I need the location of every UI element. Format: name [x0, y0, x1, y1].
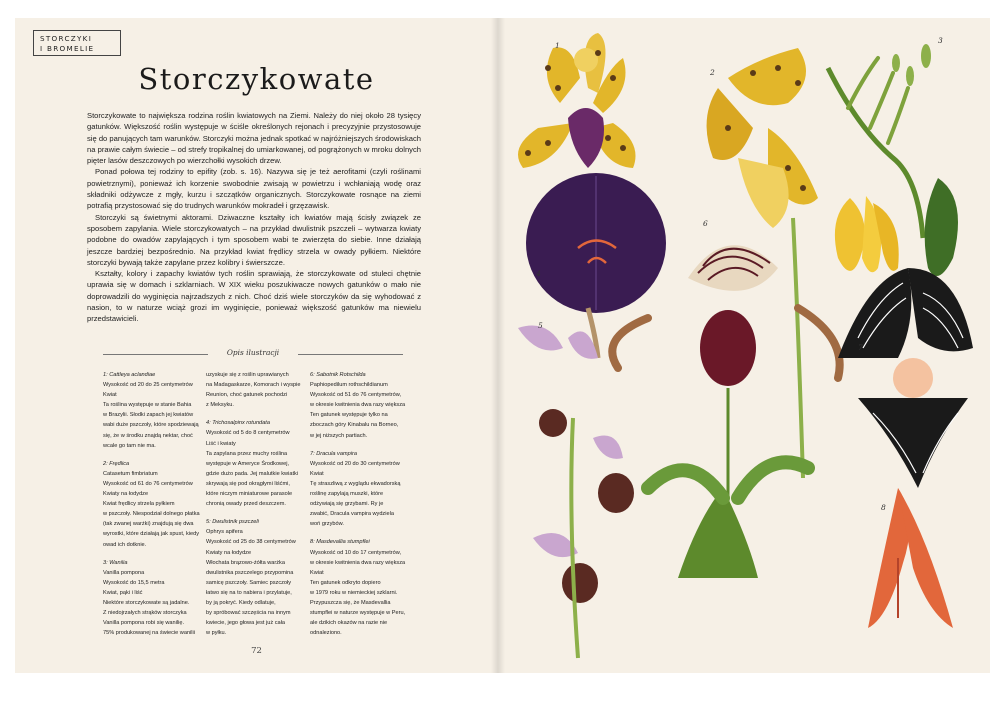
- caption-entry: [103, 558, 203, 639]
- caption-line: Liść i kwiaty: [206, 440, 236, 447]
- plate-number-7: 7: [858, 343, 863, 352]
- caption-heading: [103, 348, 403, 360]
- caption-entry: [206, 370, 306, 410]
- intro-text: [87, 110, 421, 325]
- caption-line: uzyskuje się z roślin uprawianych: [206, 372, 289, 378]
- caption-line: Wysokość od 10 do 17 centymetrów,: [310, 549, 402, 556]
- caption-entry-title: 6: Sabotnik Rotschilda: [310, 372, 366, 378]
- caption-line: w pszczoły. Niespodział dolnego płatka: [103, 511, 200, 518]
- caption-line: woń grzybów.: [310, 521, 344, 528]
- section-tab: [33, 30, 121, 56]
- section-tab-line1: STORCZYKI: [40, 34, 93, 43]
- plate-number-6: 6: [703, 219, 708, 228]
- caption-line: odżywiają się grzybami. Ry je: [310, 501, 384, 508]
- caption-line: Vanilla pompona: [103, 569, 145, 576]
- caption-entry-title: 4: Trichosalpinx rotundata: [206, 420, 270, 427]
- intro-paragraph: Kształty, kolory i zapachy kwiatów tych roślin sprawiają, że storczykowate od stuleci chętnie uprawia się w domach i szklarniach. W XIX wieku poszukiwacze nowych gatunków o mało nie doprowadzili do wyginięcia najrzadszych z nich. Choć dziś wiele storczyków da się wyhodować z nasion, to w naturze wciąż grozi im wyginięcie, ponieważ większość gatunków ma niewielu przedstawicieli.: [87, 269, 421, 324]
- caption-column-3: [310, 370, 410, 646]
- caption-line: Włochata brązowo-żółta warżka: [206, 559, 285, 566]
- caption-entry-title: 7: Dracula vampira: [310, 450, 357, 457]
- caption-line: (tak zwanej warżki) znajdują się dwa: [103, 521, 194, 528]
- plate-number-2: 2: [710, 68, 715, 77]
- caption-line: Kwiat, pąki i liść: [103, 589, 143, 596]
- caption-line: w jej niższych partiach.: [310, 432, 368, 439]
- caption-entry-title: 8: Masdevallia stumpflei: [310, 539, 370, 546]
- caption-entry: [103, 459, 203, 550]
- caption-line: które niczym miniaturowe parasole: [206, 491, 293, 498]
- caption-line: Kwiat: [310, 470, 324, 477]
- vanilla-illustration: [828, 44, 958, 276]
- plate-number-8: 8: [881, 503, 886, 512]
- caption-line: Z niedojrzałych strąków storczyka: [103, 610, 187, 617]
- plate-number-4: 4: [536, 269, 541, 278]
- caption-line: Przypuszcza się, że Masdevallia: [310, 599, 391, 606]
- caption-entry-title: 3: Wanilia: [103, 559, 128, 566]
- caption-line: Niektóre storczykowate są jadalne.: [103, 599, 190, 606]
- caption-line: w pyłku.: [206, 630, 227, 637]
- caption-heading-label: Opis ilustracji: [226, 348, 280, 357]
- caption-line: Wysokość od 5 do 8 centymetrów: [206, 430, 290, 437]
- caption-line: wcale go tam nie ma.: [103, 442, 156, 449]
- caption-line: Ophrys apifera: [206, 529, 243, 536]
- caption-entry-title: 2: Frędlica: [103, 460, 130, 467]
- caption-entry: [206, 517, 306, 638]
- plate-number-5: 5: [538, 321, 543, 330]
- caption-line: wyrostki, które działają jak spust, kiedy: [103, 531, 200, 538]
- caption-line: Kwiaty na łodydze: [206, 549, 252, 556]
- caption-line: odnaleziono.: [310, 630, 342, 637]
- intro-paragraph: Ponad połowa tej rodziny to epifity (zob. s. 16). Nazywa się je też aerofitami (czyli roślinami powietrznymi), ponieważ ich korzenie swobodnie zwisają w powietrzu i wchłaniają wodę oraz składniki odżywcze z mgły, kurzu i szczątków organicznych. Storczykowate rosnące na ziemi potrafią przystosować się do trudnych warunków mokradeł i grzęzawisk.: [87, 167, 421, 211]
- caption-entry: [310, 537, 410, 638]
- caption-line: by spróbować szczęścia na innym: [206, 610, 291, 617]
- paphiopedilum-illustration: [612, 245, 839, 578]
- caption-line: w okresie kwitnienia dwa razy większa: [310, 402, 406, 409]
- caption-line: 75% produkowanej na świecie wanilii: [103, 630, 196, 637]
- caption-line: się, że w środku znajdą nektar, choć: [103, 432, 193, 439]
- caption-line: na Madagaskarze, Komorach i wyspie: [206, 382, 301, 389]
- caption-line: chronią owady przed deszczem.: [206, 501, 286, 508]
- intro-paragraph: Storczyki są świetnymi aktorami. Dziwaczne kształty ich kwiatów mają ścisły związek ze sposobem zapylania. Wiele storczykowatych – na przykład dwulistnik pszczeli – wytwarza kwiaty podobne do owadów zapylających i tym sposobem wabi te zwierzęta do siebie. Inne działają jeszcze bardziej bezpośrednio. Na przykład kwiat frędlicy strzela w owady pyłkiem. Niektóre storczyki bywają także zapylane przez kolibry i świerszcze.: [87, 212, 421, 267]
- caption-entry-title: 1: Cattleya aclandiae: [103, 372, 156, 378]
- caption-line: Kwiat: [103, 392, 117, 399]
- caption-line: zwabić, Dracula vampira wydziela: [310, 511, 394, 518]
- caption-line: Kwiaty na łodydze: [103, 491, 149, 498]
- caption-line: w Brazylii. Słodki zapach jej kwiatów: [103, 412, 194, 419]
- left-page: [15, 18, 498, 673]
- caption-line: Wysokość od 20 do 30 centymetrów: [310, 460, 400, 467]
- caption-line: w 1979 roku w niemieckiej szklarni.: [310, 589, 398, 596]
- caption-line: w okresie kwitnienia dwa razy większa: [310, 559, 406, 566]
- caption-line: owad ich dotknie.: [103, 541, 147, 548]
- caption-entry: [103, 370, 203, 451]
- caption-line: Reunion, choć gatunek pochodzi: [206, 392, 288, 399]
- caption-line: roślinę zapylają muszki, które: [310, 491, 384, 498]
- caption-line: Paphiopedilum rothschildianum: [310, 382, 388, 389]
- caption-line: Wysokość od 25 do 38 centymetrów: [206, 539, 296, 546]
- caption-line: gdzie dużo pada. Jej malutkie kwiatki: [206, 470, 299, 477]
- caption-line: Wysokość od 51 do 76 centymetrów,: [310, 392, 402, 399]
- plate-number-1: 1: [555, 41, 560, 50]
- book-spread: [15, 18, 990, 673]
- caption-column-2: [206, 370, 306, 646]
- caption-line: Wysokość do 15,5 metra: [103, 579, 165, 586]
- book-gutter: [491, 18, 505, 673]
- caption-line: samicę pszczoły. Samiec pszczoły: [206, 579, 292, 586]
- caption-line: Ten gatunek występuje tylko na: [310, 412, 388, 419]
- section-tab-line2: I BROMELIE: [40, 43, 95, 53]
- caption-line: dwulistnika pszczelego przypomina: [206, 569, 294, 576]
- caption-line: Ta roślina występuje w stanie Bahia: [103, 402, 192, 409]
- caption-line: Ta zapylana przez muchy roślina: [206, 450, 288, 457]
- orchid-plate-illustration: [498, 18, 990, 673]
- caption-entry: [310, 370, 410, 441]
- plate-number-3: 3: [938, 36, 943, 45]
- caption-entry: [206, 418, 306, 509]
- cattleya-illustration: [518, 33, 636, 168]
- caption-line: wabi duże pszczoły, które spodziewają: [103, 422, 199, 429]
- caption-line: Wysokość od 20 do 25 centymetrów: [103, 382, 193, 389]
- caption-entry-title: 5: Dwulistnik pszczeli: [206, 519, 259, 526]
- page-number: 72: [251, 646, 262, 656]
- intro-paragraph: Storczykowate to największa rodzina roślin kwiatowych na Ziemi. Należy do niej około 28 tysięcy gatunków. Większość roślin występuje w ściśle określonych rejonach i precyzyjnie przystosowuje się do panujących tam warunków. Storczyki można jednak spotkać w najróżniejszych środowiskach na prawie całym świecie – od strefy tropikalnej do umiarkowanej, od pogrążonych w mroku dolnych pięter lasów deszczowych po wierzchołki wysokich drzew.: [87, 111, 421, 166]
- caption-line: Tę straszliwą z wyglądu ekwadorską: [310, 480, 401, 487]
- ophrys-illustration: [518, 326, 634, 659]
- page-title: Storczykowate: [138, 62, 375, 96]
- caption-line: kwiecie, jego głowa jest już cała: [206, 620, 285, 627]
- caption-line: Kwiat: [310, 569, 324, 576]
- caption-line: by ją pokryć. Kiedy odlatuje,: [206, 599, 276, 606]
- rule-right: [298, 354, 403, 355]
- caption-line: skrywają się pod okrągłymi liśćmi,: [206, 480, 290, 487]
- caption-line: stumpflei w naturze występuje w Peru,: [310, 610, 406, 617]
- right-page: [498, 18, 990, 673]
- caption-line: Ten gatunek odkryto dopiero: [310, 579, 381, 586]
- caption-line: występuje w Ameryce Środkowej,: [206, 460, 290, 467]
- caption-entry: [310, 449, 410, 530]
- caption-line: Vanilla pompona robi się wanilię.: [103, 620, 185, 627]
- caption-line: zboczach góry Kinabalu na Borneo,: [310, 422, 399, 429]
- caption-line: Wysokość od 61 do 76 centymetrów: [103, 480, 193, 487]
- caption-line: Kwiat frędlicy strzela pyłkiem: [103, 501, 175, 508]
- dracula-illustration: [838, 268, 973, 488]
- caption-line: z Meksyku.: [206, 402, 234, 409]
- caption-column-1: [103, 370, 203, 646]
- caption-line: Catasetum fimbriatum: [103, 470, 158, 477]
- caption-line: łatwo się na to nabiera i przylatuje,: [206, 589, 292, 596]
- caption-line: ale dzikich okazów na razie nie: [310, 620, 388, 627]
